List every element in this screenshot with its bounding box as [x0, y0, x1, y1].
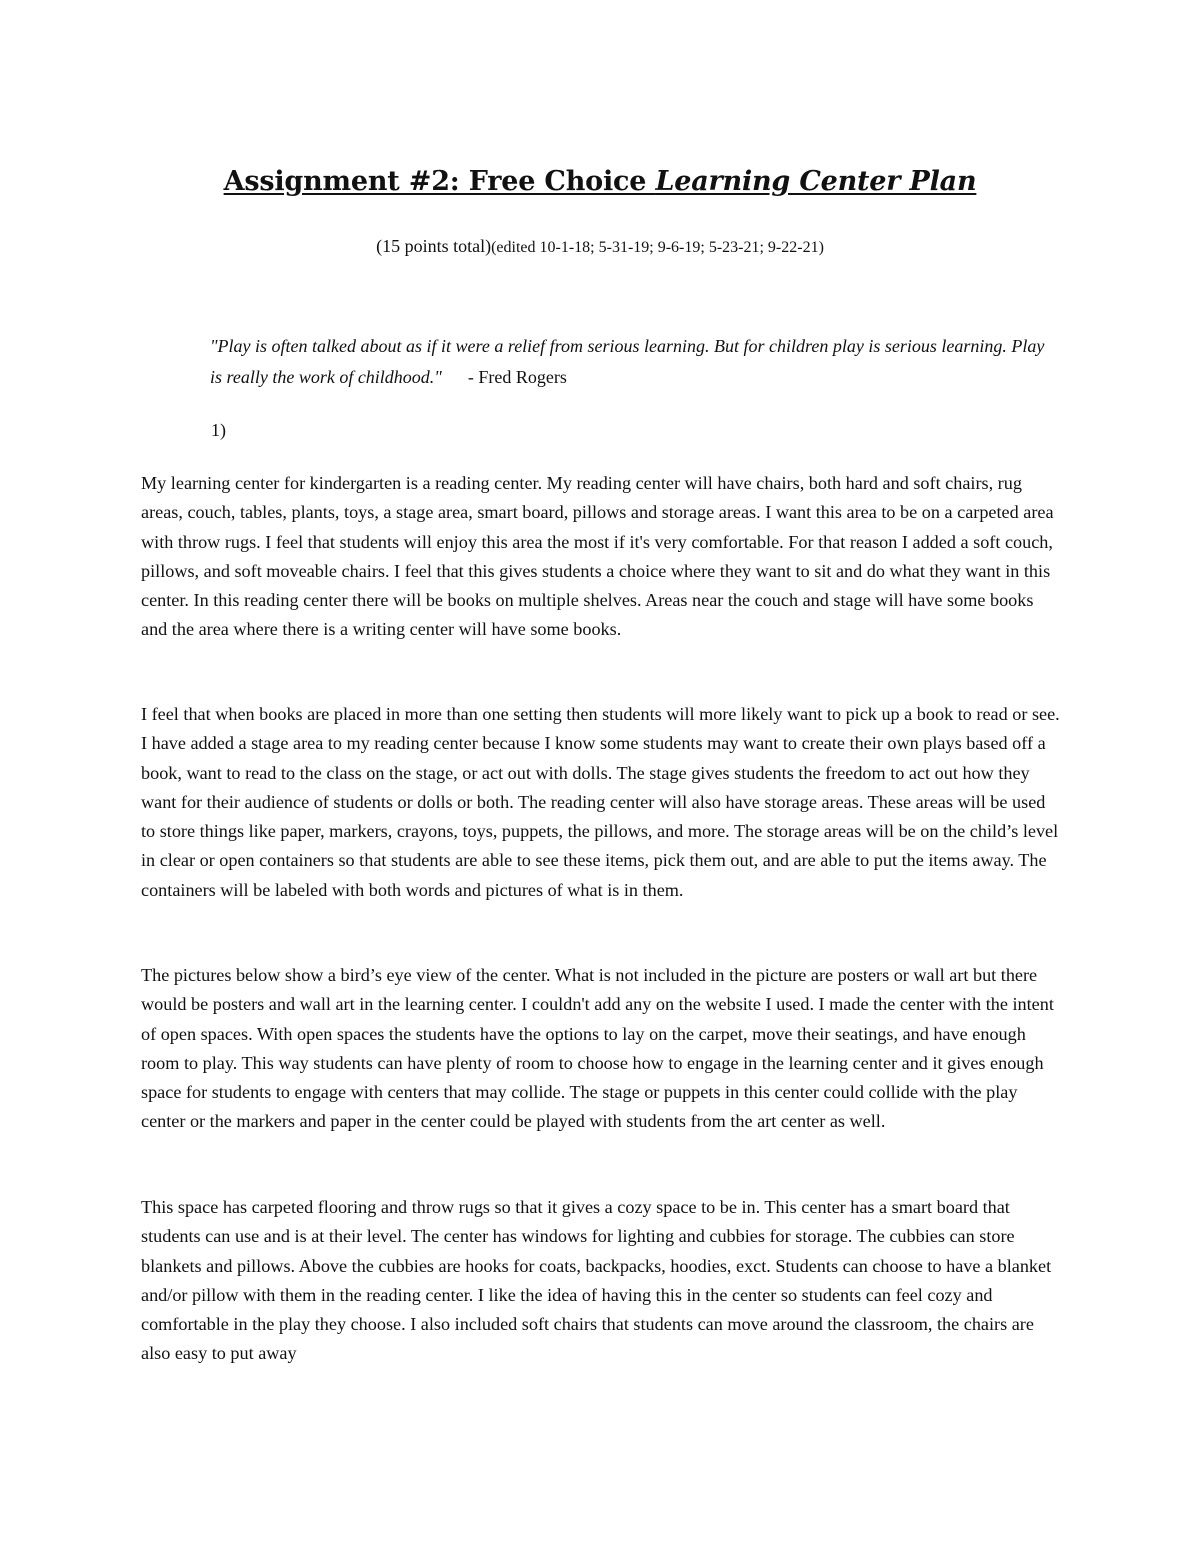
quote-text: "Play is often talked about as if it were a relief from serious learning. But for children play is serious learning. Play is really the work of childhood."	[210, 336, 1045, 387]
document-title	[0, 164, 1200, 200]
edit-dates: (edited 10-1-18; 5-31-19; 9-6-19; 5-23-21; 9-22-21)	[491, 239, 824, 256]
document-subtitle	[0, 233, 1200, 261]
title-italic-part: Learning Center Plan	[655, 166, 977, 197]
points-total: (15 points total)	[376, 236, 492, 256]
body-paragraph: My learning center for kindergarten is a reading center. My reading center will have chairs, both hard and soft chairs, rug areas, couch, tables, plants, toys, a stage area, smart board, pillows and storage areas. I want this area to be on a carpeted area with throw rugs. I feel that students will enjoy this area the most if it's very comfortable. For that reason I added a soft couch, pillows, and soft moveable chairs. I feel that this gives students a choice where they want to sit and do what they want in this center. In this reading center there will be books on multiple shelves. Areas near the couch and stage will have some books and the area where there is a writing center will have some books.	[141, 473, 1054, 640]
epigraph-quote	[210, 331, 1050, 393]
quote-author: - Fred Rogers	[467, 367, 567, 387]
section-number: 1)	[211, 420, 226, 440]
body-paragraph: This space has carpeted flooring and throw rugs so that it gives a cozy space to be in. This center has a smart board that students can use and is at their level. The center has windows for lighting and cubbies for storage. The cubbies can store blankets and pillows. Above the cubbies are hooks for coats, backpacks, hoodies, exct. Students can choose to have a blanket and/or pillow with them in the reading center. I like the idea of having this in the center so students can feel cozy and comfortable in the play they choose. I also included soft chairs that students can move around the classroom, the chairs are also easy to put away	[141, 1197, 1052, 1364]
body-paragraph: I feel that when books are placed in more than one setting then students will more likely want to pick up a book to read or see. I have added a stage area to my reading center because I know some students may want to create their own plays based off a book, want to read to the class on the stage, or act out with dolls. The stage gives students the freedom to act out how they want for their audience of students or dolls or both. The reading center will also have storage areas. These areas will be used to store things like paper, markers, crayons, toys, puppets, the pillows, and more. The storage areas will be on the child’s level in clear or open containers so that students are able to see these items, pick them out, and are able to put the items away. The containers will be labeled with both words and pictures of what is in them.	[141, 704, 1060, 900]
body-paragraph: The pictures below show a bird’s eye view of the center. What is not included in the picture are posters or wall art but there would be posters and wall art in the learning center. I couldn't add any on the website I used. I made the center with the intent of open spaces. With open spaces the students have the options to lay on the carpet, move their seatings, and have enough room to play. This way students can have plenty of room to choose how to engage in the learning center and it gives enough space for students to engage with centers that may collide. The stage or puppets in this center could collide with the play center or the markers and paper in the center could be played with students from the art center as well.	[141, 965, 1054, 1132]
title-prefix: Assignment #2: Free Choice	[223, 166, 656, 197]
